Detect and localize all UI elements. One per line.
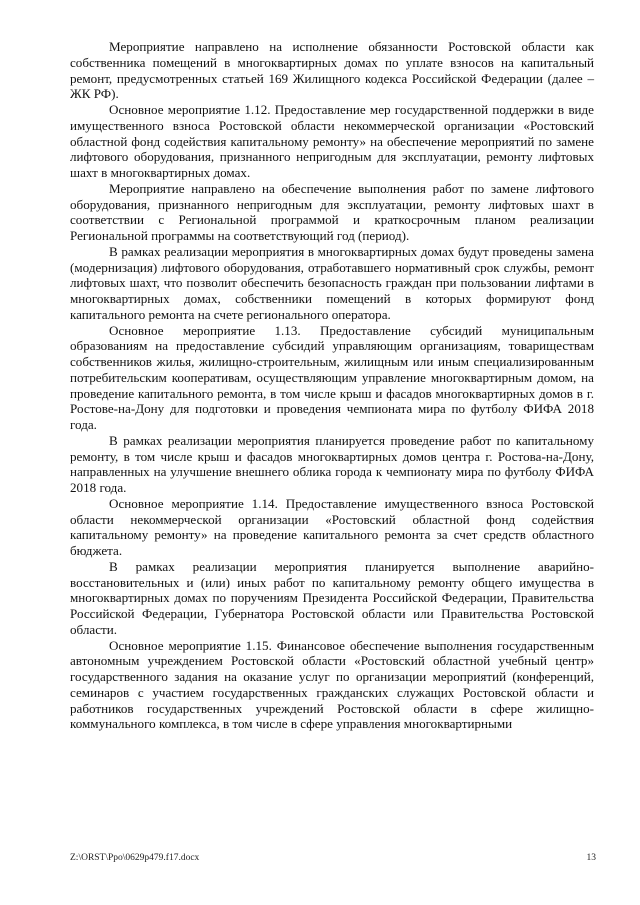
document-page bbox=[70, 39, 594, 732]
paragraph-1: Мероприятие направлено на исполнение обязанности Ростовской области как собственника помещений в многоквартирных домах по уплате взносов на капитальный ремонт, предусмотренных статьей 169 Жилищного кодекса Российской Федерации (далее – ЖК РФ). bbox=[70, 39, 594, 102]
paragraph-2: Основное мероприятие 1.12. Предоставление мер государственной поддержки в виде имущественного взноса Ростовской области некоммерческой организации «Ростовский областной фонд содействия капитальному ремонту» на обеспечение мероприятий по замене лифтового оборудования, признанного непригодным для эксплуатации, ремонту лифтовых шахт в многоквартирных домах. bbox=[70, 102, 594, 180]
paragraph-4: В рамках реализации мероприятия в многоквартирных домах будут проведены замена (модернизация) лифтового оборудования, отработавшего нормативный срок службы, ремонт лифтовых шахт, что позволит обеспечить безопасность граждан при пользовании лифтами в многоквартирных домах, собственники помещений в которых формируют фонд капитального ремонта на счете регионального оператора. bbox=[70, 243, 594, 322]
paragraph-9: Основное мероприятие 1.15. Финансовое обеспечение выполнения государственным автономным учреждением Ростовской области «Ростовский областной учебный центр» государственного задания на оказание услуг по организации мероприятий (конференций, семинаров с участием государственных гражданских служащих Ростовской области и работников государственных учреждений Ростовской области в сфере жилищно-коммунального комплекса, в том числе в сфере управления многоквартирными bbox=[70, 637, 594, 732]
paragraph-5: Основное мероприятие 1.13. Предоставление субсидий муниципальным образованиям на предоставление субсидий управляющим организациям, товариществам собственников жилья, жилищно-строительным, жилищным или иным специализированным потребительским кооперативам, осуществляющим управление многоквартирным домом, на проведение капитального ремонта, в том числе крыш и фасадов многоквартирных домов в г. Ростове-на-Дону для подготовки и проведения чемпионата мира по футболу ФИФА 2018 года. bbox=[70, 322, 594, 432]
footer-file-path: Z:\ORST\Ppo\0629p479.f17.docx bbox=[70, 853, 200, 863]
paragraph-7: Основное мероприятие 1.14. Предоставление имущественного взноса Ростовской области некоммерческой организации «Ростовский областной фонд содействия капитальному ремонту» на проведение капитального ремонта за счет средств областного бюджета. bbox=[70, 495, 594, 558]
paragraph-3: Мероприятие направлено на обеспечение выполнения работ по замене лифтового оборудования, признанного непригодным для эксплуатации, ремонту лифтовых шахт в соответствии с Региональной программой и краткосрочным планом реализации Региональной программы на соответствующий год (период). bbox=[70, 180, 594, 243]
paragraph-8: В рамках реализации мероприятия планируется выполнение аварийно-восстановительных и (или) иных работ по капитальному ремонту общего имущества в многоквартирных домах по поручениям Президента Российской Федерации, Правительства Российской Федерации, Губернатора Ростовской области или Правительства Ростовской области. bbox=[70, 558, 594, 637]
paragraph-6: В рамках реализации мероприятия планируется проведение работ по капитальному ремонту, в том числе крыш и фасадов многоквартирных домов центра г. Ростова-на-Дону, направленных на улучшение внешнего облика города к чемпионату мира по футболу ФИФА 2018 года. bbox=[70, 432, 594, 495]
page-number: 13 bbox=[586, 853, 596, 863]
